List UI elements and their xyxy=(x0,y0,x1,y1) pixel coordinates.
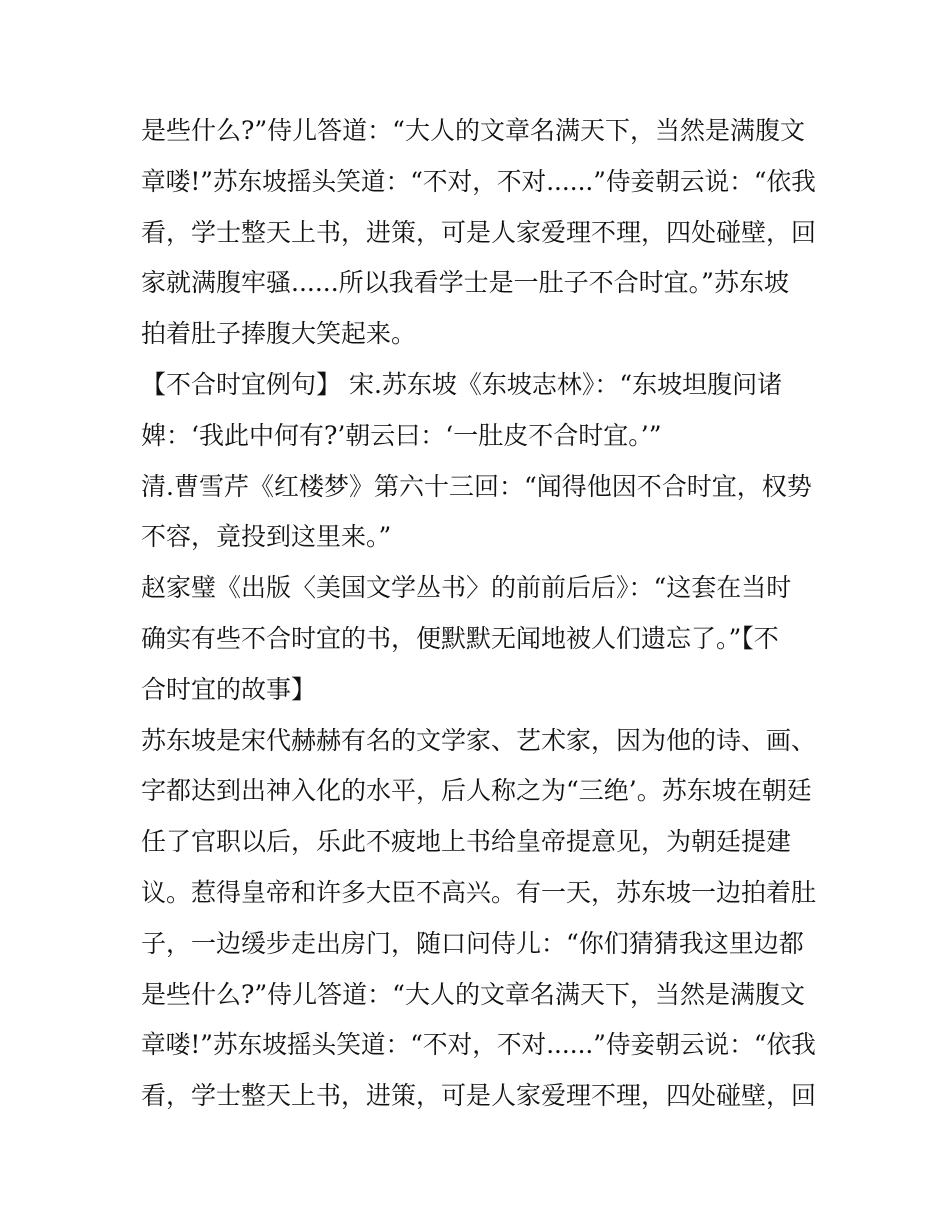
text-line: 字都达到出神入化的水平，后人称之为“三绝’。苏东坡在朝廷 xyxy=(141,776,812,806)
text-line: 苏东坡是宋代赫赫有名的文学家、艺术家，因为他的诗、画、 xyxy=(141,725,817,755)
text-line: 赵家璧《出版〈美国文学丛书〉的前前后后》：“这套在当时 xyxy=(141,573,792,603)
text-line: 婢：‘我此中何有?’朝云曰：‘一肚皮不合时宜。’” xyxy=(141,420,662,450)
text-line: 不容，竟投到这里来。” xyxy=(141,522,392,552)
text-line: 章喽!”苏东坡摇头笑道：“不对，不对......”侍妾朝云说：“依我 xyxy=(141,166,816,196)
text-line: 拍着肚子捧腹大笑起来。 xyxy=(141,319,417,349)
text-line: 家就满腹牢骚......所以我看学士是一肚子不合时宜。”苏东坡 xyxy=(141,268,789,298)
example-heading-line: 【不合时宜例句】 宋.苏东坡《东坡志林》：“东坡坦腹问诸 xyxy=(141,369,783,399)
text-line: 看，学士整天上书，进策，可是人家爱理不理，四处碰壁，回 xyxy=(141,217,817,247)
text-line: 确实有些不合时宜的书，便默默无闻地被人们遗忘了。”【不 xyxy=(141,623,779,653)
text-line: 看，学士整天上书，进策，可是人家爱理不理，四处碰壁，回 xyxy=(141,1081,817,1111)
text-line: 清.曹雪芹《红楼梦》第六十三回：“闻得他因不合时宜，权势 xyxy=(141,471,812,501)
story-heading-line: 合时宜的故事】 xyxy=(141,674,317,704)
text-line: 是些什么?”侍儿答道：“大人的文章名满天下，当然是满腹文 xyxy=(141,116,805,145)
text-line: 是些什么?”侍儿答道：“大人的文章名满天下，当然是满腹文 xyxy=(141,979,805,1009)
text-line: 任了官职以后，乐此不疲地上书给皇帝提意见，为朝廷提建 xyxy=(141,827,792,857)
text-line: 子，一边缓步走出房门，随口问侍儿：“你们猜猜我这里边都 xyxy=(141,928,804,958)
text-line: 章喽!”苏东坡摇头笑道：“不对，不对......”侍妾朝云说：“依我 xyxy=(141,1030,816,1060)
body-text xyxy=(141,106,816,1122)
text-line: 议。惹得皇帝和许多大臣不高兴。有一天，苏东坡一边拍着肚 xyxy=(141,877,817,907)
